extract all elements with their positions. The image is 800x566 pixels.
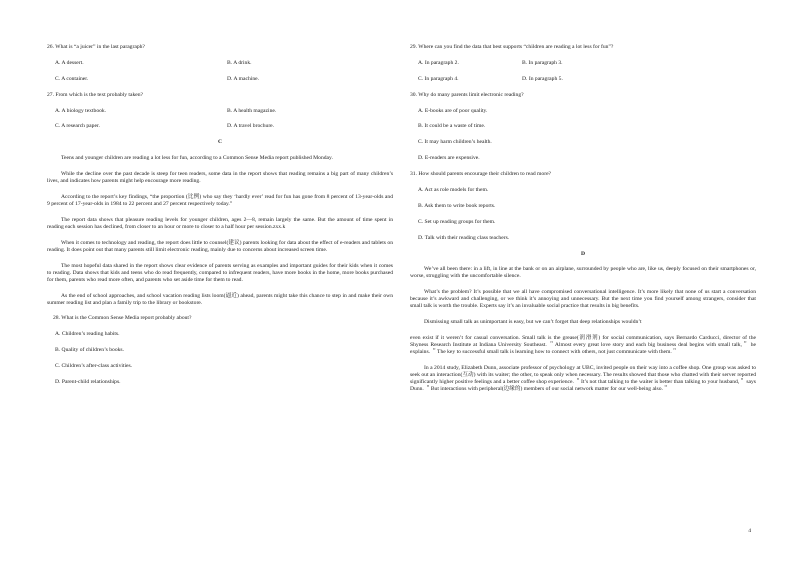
question-28: 28. What is the Common Sense Media report probably about? <box>53 315 192 322</box>
passage-d-paragraph-3-start: Dismissing small talk as unimportant is easy, but we can’t forget that deep relationships wouldn’t <box>424 319 642 326</box>
option-a: A. A dessert. <box>55 59 84 66</box>
passage-d-paragraph-2: What’s the problem? It’s possible that we all have compromised conversational intelligence. It’s more likely that none of us start a conversation because it’s awkward and challenging, or we think it’s annoying and unnecessary. But the next time you find yourself among strangers, consider that small talk is worth the trouble. Experts say it’s an invaluable social practice that results in big benefits. <box>410 289 756 310</box>
passage-d-paragraph-1: We’ve all been there: in a lift, in line at the bank or on an airplane, surrounded by people who are, like us, deeply focused on their smartphones or, worse, struggling with the uncomfortable silence. <box>410 266 756 280</box>
passage-c-paragraph-7: As the end of school approaches, and school vacation reading lists loom(逼近) ahead, parents might take this chance to step in and make their own summer reading list and plan a family trip to the library or bookstore. <box>47 292 393 306</box>
option-c: C. Children’s after-class activities. <box>55 363 133 370</box>
option-a: A. E-books are of poor quality. <box>418 107 488 114</box>
question-27: 27. From which is the text probably taken? <box>47 91 144 98</box>
right-column <box>410 44 756 402</box>
question-26-options <box>47 60 393 67</box>
option-c: C. In paragraph 4. <box>418 75 459 82</box>
section-c-heading: C <box>217 139 223 146</box>
question-27-options-2 <box>47 123 393 130</box>
option-a: A. Children’s reading habits. <box>55 331 120 338</box>
question-27-options <box>47 108 393 115</box>
question-31: 31. How should parents encourage their children to read more? <box>410 171 552 178</box>
option-b: B. In paragraph 3. <box>522 59 563 66</box>
question-30: 30. Why do many parents limit electronic reading? <box>410 91 524 98</box>
option-c: C. Set up reading groups for them. <box>418 218 496 225</box>
option-a: A. A biology textbook. <box>55 107 107 114</box>
option-a: A. Act as role models for them. <box>418 187 489 194</box>
passage-c-paragraph-1: Teens and younger children are reading a lot less for fun, according to a Common Sense Media report published Monday. <box>61 155 333 162</box>
option-d: D. E-readers are expensive. <box>418 155 480 162</box>
option-b: B. Quality of children’s books. <box>55 347 124 354</box>
passage-d-paragraph-4: In a 2014 study, Elizabeth Dunn, associate professor of psychology at UBC, invited people on their way into a coffee shop. One group was asked to seek out an interaction(互动) with its waiter; the other, to speak only when necessary. The results showed that those who chatted with their server reported significantly higher positive feelings and a better coffee shop experience. ＂It’s not that talking to the waiter is better than talking to your husband,＂ says Dunn. ＂But interactions with peripheral(边缘的) members of our social network matter for our well-being also.＂ <box>410 365 756 393</box>
page-number: 4 <box>748 528 751 534</box>
passage-c-paragraph-2: While the decline over the past decade is steep for teen readers, some data in the report shows that reading remains a big part of many children’s lives, and indicates how parents might help encourage more reading. <box>47 171 393 185</box>
option-b: B. A drink. <box>227 59 252 66</box>
question-29: 29. Where can you find the data that best supports “children are reading a lot less for fun”? <box>410 44 614 50</box>
option-c: C. A research paper. <box>55 123 100 130</box>
passage-c-paragraph-6: The most hopeful data shared in the report shows clear evidence of parents serving as examples and important guides for their kids when it comes to reading. Data shows that kids and teens who do read frequently, compared to infrequent readers, have more books in the home, more books purchased for them, parents who read more often, and parents who set aside time for them to read. <box>47 262 393 283</box>
question-26-options-2 <box>47 76 393 83</box>
option-a: A. In paragraph 2. <box>418 59 459 66</box>
passage-c-paragraph-5: When it comes to technology and reading, the report does little to counsel(建议) parents looking for data about the effect of e-readers and tablets on reading. It does point out that many parents still limit electronic reading, mainly due to concerns about increased screen time. <box>47 239 393 253</box>
left-column <box>47 44 393 395</box>
question-29-options-2 <box>410 76 756 83</box>
option-b: B. Ask them to write book reports. <box>418 202 496 209</box>
passage-d-paragraph-3-continued: even exist if it weren’t for casual conversation. Small talk is the grease(润滑剂) for social communication, says Bernardo Carducci, director of the Shyness Research Institute at Indiana University Southeast. ＂Almost every great love story and each big business deal begins with small talk,＂ he explains. ＂The key to successful small talk is learning how to connect with others, not just communicate with them.＂ <box>410 335 756 356</box>
option-b: B. It could be a waste of time. <box>418 123 486 130</box>
option-d: D. In paragraph 5. <box>522 75 563 82</box>
option-d: D. A machine. <box>227 75 260 82</box>
option-d: D. Talk with their reading class teachers. <box>418 234 510 241</box>
passage-c-paragraph-3: According to the report’s key findings, “the proportion (比例) who say they ‘hardly ever’ read for fun has gone from 8 percent of 13-year-olds and 9 percent of 17-year-olds in 1984 to 22 percent and 27 percent respectively today.” <box>47 194 393 208</box>
option-c: C. It may harm children’s health. <box>418 139 492 146</box>
question-26: 26. What is “a juicer” in the last paragraph? <box>47 44 145 50</box>
option-d: D. A travel brochure. <box>227 123 275 130</box>
option-c: C. A container. <box>55 75 89 82</box>
section-d-heading: D <box>580 250 586 257</box>
option-d: D. Parent-child relationships. <box>55 379 121 386</box>
option-b: B. A health magazine. <box>227 107 277 114</box>
passage-c-paragraph-4: The report data shows that pleasure reading levels for younger children, ages 2—8, remain largely the same. But the amount of time spent in reading each session has declined, from closer to an hour or more to closer to a half hour per session.zxx.k <box>47 216 393 230</box>
question-29-options <box>410 60 756 67</box>
